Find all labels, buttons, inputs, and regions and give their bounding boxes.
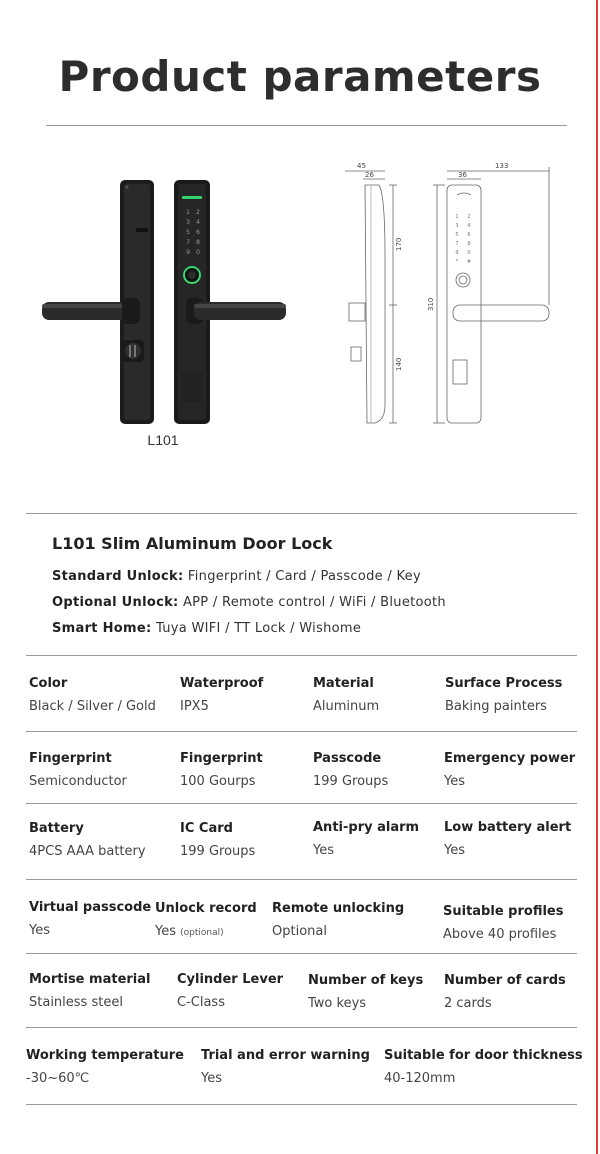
svg-text:4: 4 bbox=[467, 223, 471, 229]
section-divider bbox=[26, 513, 577, 514]
spec-fingerprint-capacity: Fingerprint 100 Gourps bbox=[180, 751, 263, 789]
spec-trial-error-warning: Trial and error warning Yes bbox=[201, 1048, 370, 1086]
spec-number-of-cards: Number of cards 2 cards bbox=[444, 973, 566, 1011]
spec-unlock-record: Unlock record Yes (optional) bbox=[155, 901, 257, 939]
spec-door-thickness: Suitable for door thickness 40-120mm bbox=[384, 1048, 583, 1086]
spec-divider-4 bbox=[26, 879, 577, 880]
spec-battery: Battery 4PCS AAA battery bbox=[29, 821, 146, 859]
spec-virtual-passcode: Virtual passcode Yes bbox=[29, 900, 152, 938]
svg-text:9: 9 bbox=[455, 250, 459, 256]
spec-remote-unlocking: Remote unlocking Optional bbox=[272, 901, 405, 939]
model-label: L101 bbox=[147, 432, 179, 448]
spec-anti-pry-alarm: Anti-pry alarm Yes bbox=[313, 820, 420, 858]
svg-text:3: 3 bbox=[186, 219, 190, 226]
spec-divider-7 bbox=[26, 1104, 577, 1105]
title-divider bbox=[46, 125, 567, 126]
svg-text:5: 5 bbox=[455, 232, 459, 238]
dim-170: 170 bbox=[395, 237, 403, 251]
dim-133: 133 bbox=[495, 162, 509, 170]
smart-home-line bbox=[52, 621, 361, 636]
optional-unlock-label: Optional Unlock: bbox=[52, 595, 179, 610]
dim-310: 310 bbox=[427, 297, 435, 311]
svg-text:1: 1 bbox=[455, 214, 459, 220]
spec-divider-1 bbox=[26, 655, 577, 656]
svg-text:6: 6 bbox=[196, 229, 200, 236]
svg-text:5: 5 bbox=[186, 229, 190, 236]
spec-number-of-keys: Number of keys Two keys bbox=[308, 973, 424, 1011]
right-edge-line bbox=[596, 0, 598, 1154]
dim-36: 36 bbox=[458, 171, 467, 179]
smart-home-value: Tuya WIFI / TT Lock / Wishome bbox=[155, 621, 362, 636]
dim-140: 140 bbox=[395, 357, 403, 371]
spec-passcode: Passcode 199 Groups bbox=[313, 751, 389, 789]
spec-color: Color Black / Silver / Gold bbox=[29, 676, 156, 714]
optional-unlock-line bbox=[52, 595, 446, 610]
page-title: Product parameters bbox=[58, 52, 542, 101]
product-name: L101 Slim Aluminum Door Lock bbox=[52, 534, 333, 553]
lock-product-image bbox=[36, 172, 296, 432]
svg-text:7: 7 bbox=[186, 239, 190, 246]
spec-mortise-material: Mortise material Stainless steel bbox=[29, 972, 151, 1010]
spec-suitable-profiles: Suitable profiles Above 40 profiles bbox=[443, 904, 564, 942]
spec-fingerprint-sensor: Fingerprint Semiconductor bbox=[29, 751, 127, 789]
spec-divider-3 bbox=[26, 803, 577, 804]
standard-unlock-label: Standard Unlock: bbox=[52, 569, 184, 584]
svg-text:6: 6 bbox=[467, 232, 471, 238]
spec-material: Material Aluminum bbox=[313, 676, 380, 714]
spec-working-temperature: Working temperature -30~60℃ bbox=[26, 1048, 184, 1086]
svg-text:2: 2 bbox=[196, 209, 200, 216]
svg-text:1: 1 bbox=[186, 209, 190, 216]
svg-text:8: 8 bbox=[467, 241, 471, 247]
dim-45: 45 bbox=[357, 162, 366, 170]
svg-text:#: # bbox=[466, 259, 472, 265]
spec-surface-process: Surface Process Baking painters bbox=[445, 676, 563, 714]
optional-unlock-value: APP / Remote control / WiFi / Bluetooth bbox=[182, 595, 446, 610]
svg-text:7: 7 bbox=[455, 241, 459, 247]
svg-text:3: 3 bbox=[455, 223, 459, 229]
lock-dimension-drawing bbox=[335, 155, 565, 435]
svg-text:0: 0 bbox=[467, 250, 471, 256]
svg-text:4: 4 bbox=[196, 219, 200, 226]
spec-low-battery-alert: Low battery alert Yes bbox=[444, 820, 572, 858]
spec-divider-2 bbox=[26, 731, 577, 732]
spec-emergency-power: Emergency power Yes bbox=[444, 751, 576, 789]
dim-26: 26 bbox=[365, 171, 374, 179]
standard-unlock-line bbox=[52, 569, 421, 584]
svg-text:9: 9 bbox=[186, 249, 190, 256]
svg-text:0: 0 bbox=[196, 249, 200, 256]
spec-ic-card: IC Card 199 Groups bbox=[180, 821, 256, 859]
spec-divider-5 bbox=[26, 953, 577, 954]
standard-unlock-value: Fingerprint / Card / Passcode / Key bbox=[187, 569, 421, 584]
spec-waterproof: Waterproof IPX5 bbox=[180, 676, 264, 714]
svg-text:*: * bbox=[455, 259, 459, 265]
svg-text:8: 8 bbox=[196, 239, 200, 246]
spec-divider-6 bbox=[26, 1027, 577, 1028]
smart-home-label: Smart Home: bbox=[52, 621, 152, 636]
spec-cylinder-lever: Cylinder Lever C-Class bbox=[177, 972, 284, 1010]
svg-text:2: 2 bbox=[467, 214, 471, 220]
